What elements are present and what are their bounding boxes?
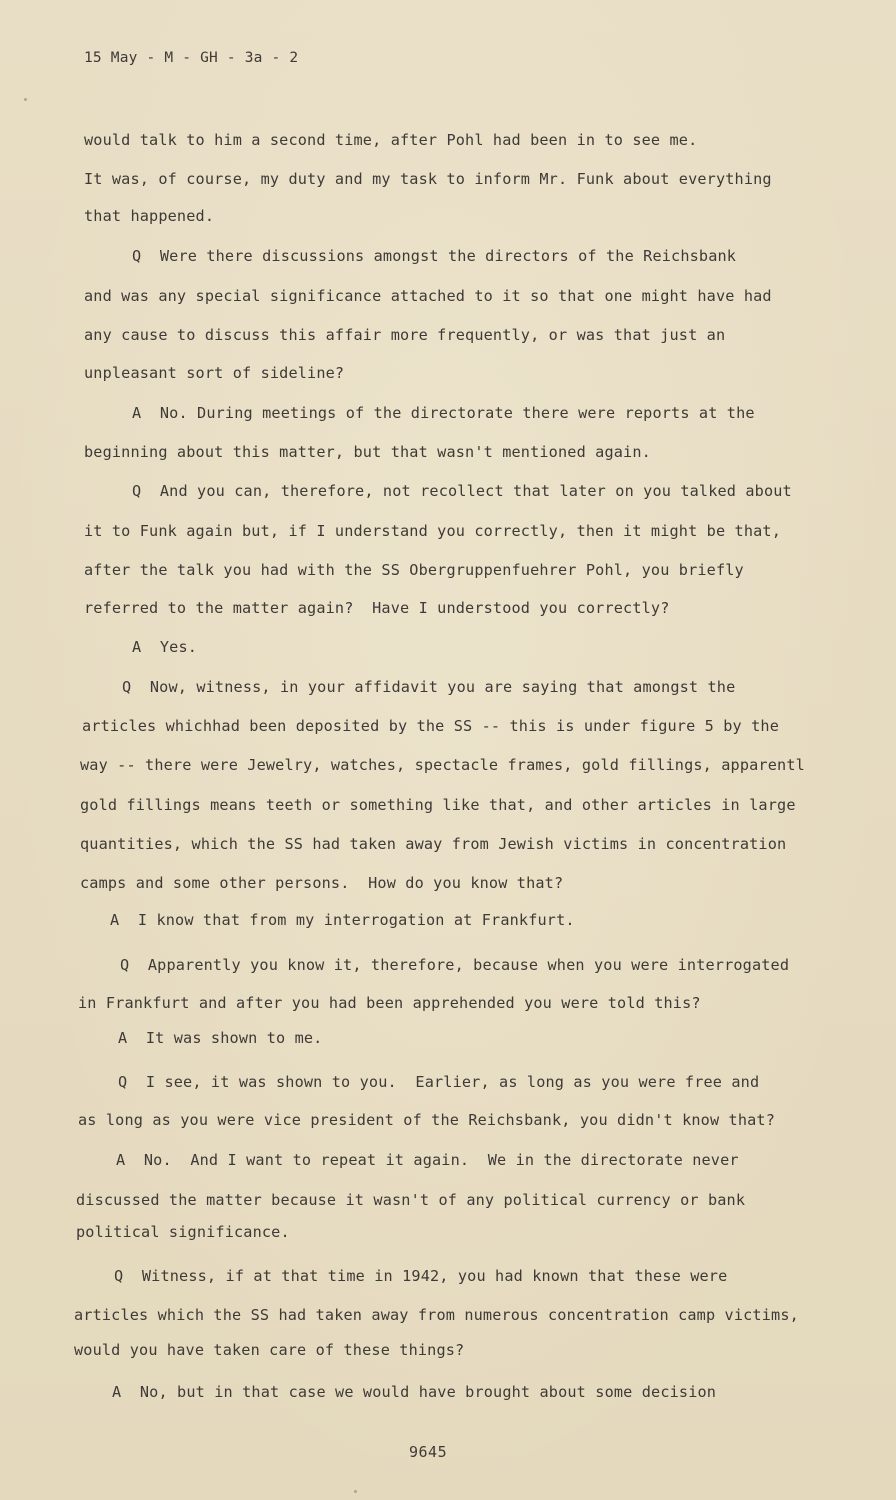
paper-speck: [24, 98, 27, 101]
text-line: discussed the matter because it wasn't of any political currency or bank: [76, 1191, 746, 1209]
text-line: and was any special significance attached to it so that one might have had: [84, 287, 772, 305]
text-line: A No. During meetings of the directorate there were reports at the: [132, 404, 755, 422]
text-line: after the talk you had with the SS Obergruppenfuehrer Pohl, you briefly: [84, 561, 744, 579]
text-line: in Frankfurt and after you had been apprehended you were told this?: [78, 994, 701, 1012]
text-line: Q Witness, if at that time in 1942, you had known that these were: [114, 1267, 728, 1285]
text-line: that happened.: [84, 207, 215, 225]
text-line: camps and some other persons. How do you know that?: [80, 874, 564, 892]
page-number: 9645: [409, 1443, 448, 1461]
text-line: would you have taken care of these things?: [74, 1341, 465, 1359]
text-line: Q And you can, therefore, not recollect that later on you talked about: [132, 482, 792, 500]
text-line: A No. And I want to repeat it again. We in the directorate never: [116, 1151, 739, 1169]
text-line: would talk to him a second time, after Pohl had been in to see me.: [84, 131, 698, 149]
text-line: Q Now, witness, in your affidavit you are saying that amongst the: [122, 678, 736, 696]
page-header: 15 May - M - GH - 3a - 2: [84, 50, 299, 66]
text-line: unpleasant sort of sideline?: [84, 364, 345, 382]
text-line: beginning about this matter, but that wasn't mentioned again.: [84, 443, 651, 461]
text-line: any cause to discuss this affair more frequently, or was that just an: [84, 326, 726, 344]
text-line: A It was shown to me.: [118, 1029, 323, 1047]
text-line: it to Funk again but, if I understand you correctly, then it might be that,: [84, 522, 782, 540]
text-line: way -- there were Jewelry, watches, spectacle frames, gold fillings, apparentl: [80, 756, 805, 774]
text-line: Q Were there discussions amongst the directors of the Reichsbank: [132, 247, 737, 265]
text-line: articles which the SS had taken away from numerous concentration camp victims,: [74, 1306, 799, 1324]
text-line: quantities, which the SS had taken away from Jewish victims in concentration: [80, 835, 787, 853]
text-line: Q Apparently you know it, therefore, because when you were interrogated: [120, 956, 790, 974]
text-line: A I know that from my interrogation at Frankfurt.: [110, 911, 575, 929]
text-line: gold fillings means teeth or something like that, and other articles in large: [80, 796, 796, 814]
text-line: A Yes.: [132, 638, 198, 656]
text-line: Q I see, it was shown to you. Earlier, as long as you were free and: [118, 1073, 760, 1091]
text-line: articles whichhad been deposited by the SS -- this is under figure 5 by the: [82, 717, 780, 735]
text-line: as long as you were vice president of the Reichsbank, you didn't know that?: [78, 1111, 776, 1129]
text-line: political significance.: [76, 1223, 290, 1241]
text-line: A No, but in that case we would have brought about some decision: [112, 1383, 717, 1401]
text-line: It was, of course, my duty and my task to inform Mr. Funk about everything: [84, 170, 772, 188]
paper-speck: [354, 1490, 357, 1493]
text-line: referred to the matter again? Have I understood you correctly?: [84, 599, 670, 617]
